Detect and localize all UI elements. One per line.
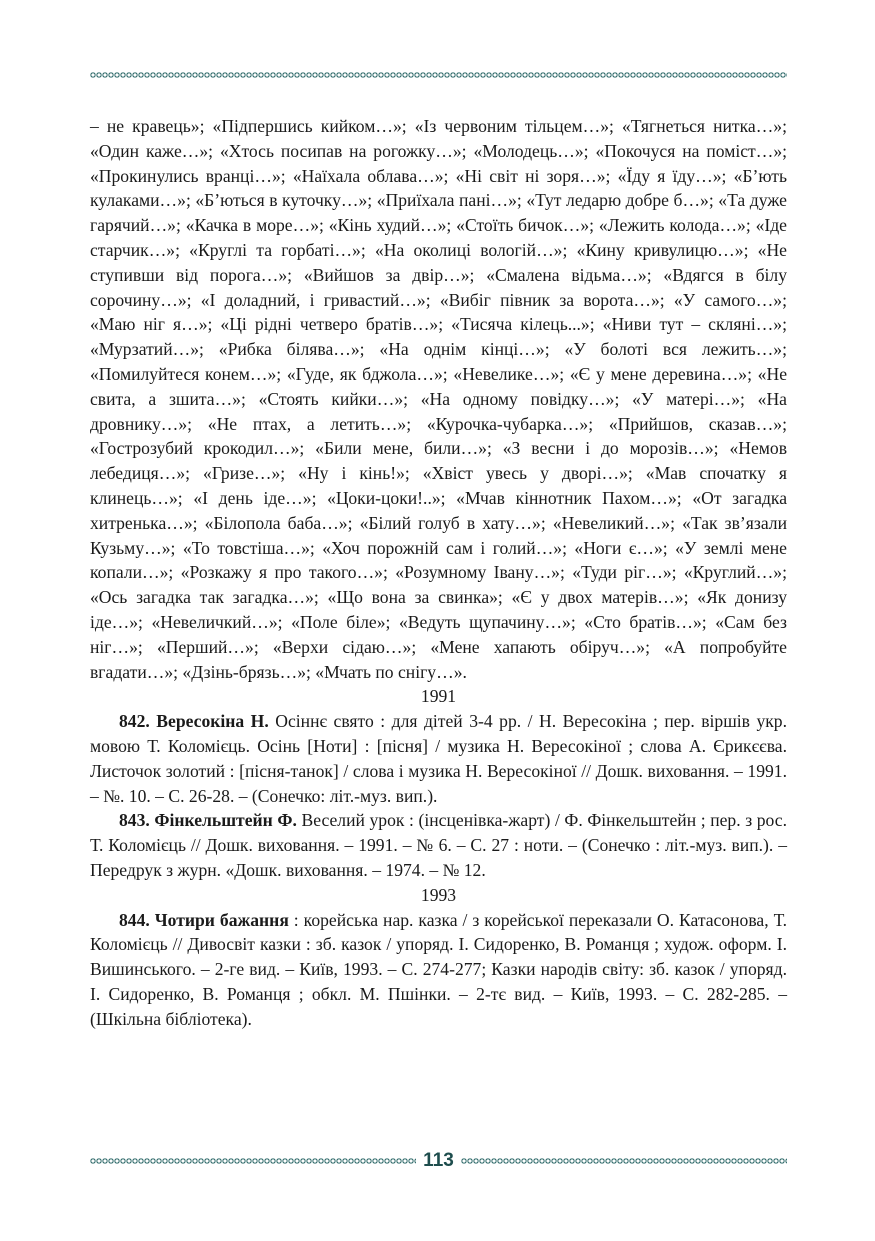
page-footer: [90, 1150, 787, 1172]
year-heading-1991: 1991: [420, 686, 457, 707]
continuation-paragraph: – не кравець»; «Підпершись кийком…»; «Із червоним тільцем…»; «Тягнеться нитка…»; «Один каже…»; «Хтось посипав на рогожку…»; «Молодець…»; «Покочуся на поміст…»; «Прокинулись вранці…»; «Наїхала облава…»; «Ні світ ні зоря…»; «Їду я їду…»; «Б’ють кулаками…»; «Б’ються в куточку…»; «Приїхала пані…»; «Тут ледарю добре б…»; «Та дуже гарячий…»; «Качка в море…»; «Кінь худий…»; «Стоїть бичок…»; «Лежить колода…»; «Іде старчик…»; «Круглі та горбаті…»; «На околиці вологій…»; «Кину кривулицю…»; «Не ступивши від порога…»; «Вийшов за двір…»; «Смалена відьма…»; «Вдягся в білу сорочину…»; «І доладний, і гривастий…»; «Вибіг півник за ворота…»; «У самого…»; «Маю ніг я…»; «Ці рідні четверо братів…»; «Тисяча кілець...»; «Ниви тут – скляні…»; «Мурзатий…»; «Рибка білява…»; «На однім кінці…»; «У болоті вся лежить…»; «Помилуйтеся конем…»; «Гуде, як бджола…»; «Невелике…»; «Є у мене деревина…»; «Не свита, а зшита…»; «Стоять кийки…»; «На одному повідку…»; «У матері…»; «На дровнику…»; «Не птах, а летить…»; «Курочка-чубарка…»; «Прийшов, сказав…»; «Гострозубий крокодил…»; «Били мене, били…»; «З весни і до морозів…»; «Немов лебедиця…»; «Гризе…»; «Ну і кінь!»; «Хвіст увесь у дворі…»; «Мав спочатку я клинець…»; «І день іде…»; «Цоки-цоки!..»; «Мчав кіннотник Пахом…»; «От загадка хитренька…»; «Білопола баба…»; «Білий голуб в хату…»; «Невеликий…»; «Так зв’язали Кузьму…»; «То товстіша…»; «Хоч порожній сам і голий…»; «Ноги є…»; «У землі мене копали…»; «Розкажу я про такого…»; «Розумному Івану…»; «Туди ріг…»; «Круглий…»; «Ось загадка так загадка…»; «Що вона за свинка»; «Є у двох матерів…»; «Як донизу іде…»; «Невеличкий…»; «Поле біле»; «Ведуть щупачину…»; «Сто братів…»; «Сам без ніг…»; «Перший…»; «Верхи сідаю…»; «Мене хапають обіруч…»; «А попробуйте вгадати…»; «Дзінь-брязь…»; «Мчать по снігу…».: [90, 116, 787, 682]
page-body: [90, 114, 787, 1031]
entry-title: 842. Вересокіна Н.: [119, 711, 269, 732]
bibliography-entry-843: [90, 808, 787, 882]
year-heading-1993: 1993: [420, 884, 457, 905]
bibliography-entry-842: [90, 709, 787, 808]
page-number: 113: [423, 1150, 454, 1171]
entry-text: : корейська нар. казка / з корейської переказали О. Катасонова, Т. Коломієць // Дивосвіт казки : зб. казок / упоряд. І. Сидоренко, В. Романця ; худож. оформ. І. Вишинського. – 2-ге вид. – Київ, 1993. – С. 274-277; Казки народів світу: зб. казок / упоряд. І. Сидоренко, В. Романця ; обкл. М. Пшінки. – 2-тє вид. – Київ, 1993. – С. 282-285. – (Шкільна бібліотека).: [90, 909, 787, 1029]
entry-title: 843. Фінкельштейн Ф.: [119, 810, 297, 831]
entry-text: Осіннє свято : для дітей 3-4 рр. / Н. Вересокіна ; пер. віршів укр. мовою Т. Коломієць. Осінь [Ноти] : [пісня] / музика Н. Вересокіної ; слова А. Єрикєєва. Листочок золотий : [пісня-танок] / слова і музика Н. Вересокіної // Дошк. виховання. – 1991. – №. 10. – С. 26-28. – (Сонечко: літ.-муз. вип.).: [90, 711, 787, 806]
footer-ornament-rule-right: [461, 1157, 787, 1165]
bibliography-entry-844: [90, 908, 787, 1032]
top-ornament-rule: [90, 71, 787, 79]
entry-title: 844. Чотири бажання: [119, 909, 289, 930]
entry-text: Веселий урок : (інсценівка-жарт) / Ф. Фінкельштейн ; пер. з рос. Т. Коломієць // Дошк. виховання. – 1991. – № 6. – С. 27 : ноти. – (Сонечко : літ.-муз. вип.). – Передрук з журн. «Дошк. виховання. – 1974. – № 12.: [90, 810, 787, 880]
